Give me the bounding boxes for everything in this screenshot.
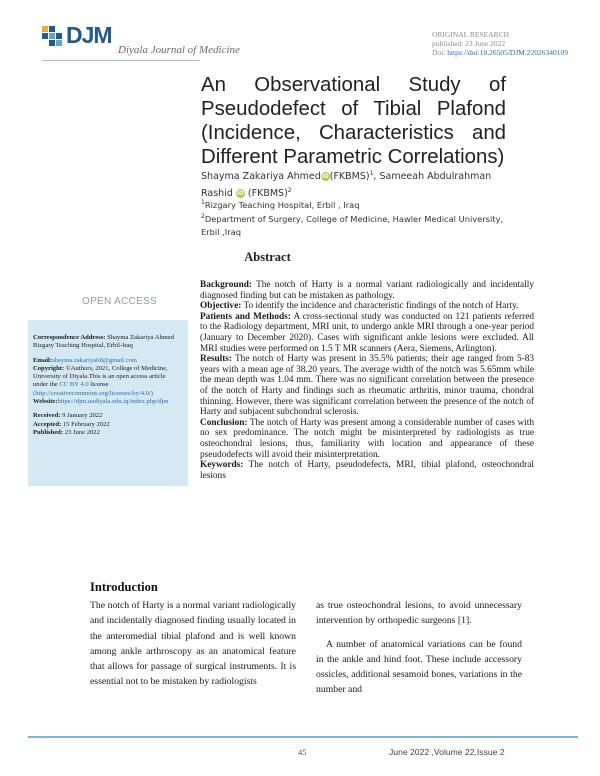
author-affil-sup: 2 — [287, 187, 292, 195]
title-line: Pseudodefect of Tibial Plafond — [201, 98, 506, 120]
email-label: Email: — [33, 356, 53, 364]
abstract-keywords — [200, 460, 534, 481]
orcid-icon[interactable]: iD — [321, 173, 329, 181]
objective-label: Objective: — [200, 301, 242, 312]
footer-divider — [28, 736, 578, 738]
doi-label: Doi: — [432, 48, 448, 57]
published-value: 23 June 2022 — [63, 428, 100, 436]
background-text: The notch of Harty is a normal variant radiologically and incidentally diagnosed finding but can be mistaken as pathology. — [200, 280, 534, 301]
copyright — [33, 365, 182, 390]
abstract-conclusion — [200, 418, 534, 460]
journal-name: Diyala Journal of Medicine — [118, 44, 240, 56]
intro-paragraph: as true osteochondral lesions, to avoid unnecessary intervention by orthopedic surgeons [1]. — [316, 600, 522, 627]
received-date — [33, 412, 182, 420]
section-heading-introduction: Introduction — [90, 580, 158, 594]
published-label: Published: — [33, 428, 64, 436]
article-info-box — [28, 320, 188, 486]
received-value: 9 January 2022 — [60, 412, 103, 420]
affiliation-sup: 2 — [201, 213, 205, 220]
affiliation-text: Department of Surgery, College of Medicine, Hawler Medical University, Erbil ,Iraq — [201, 213, 504, 237]
page-number: 45 — [298, 747, 307, 757]
title-line: An Observational Study of — [201, 74, 506, 96]
issue-info: June 2022 ,Volume 22,Issue 2 — [389, 747, 505, 757]
results-text: The notch of Harty was present in 35.5% patients; their age ranged from 5-83 years with a mean age of 38.20 years. The average width of the notch was 5.65mm while the mean depth was 1.04 mm. There was no significant correlation between the presence of the notch of Harty and findings such as rheumatic arthritis, minor trauma, chondral thinning. However, there was significant correlation between the presence of the notch of Harty and subjacent subchondral sclerosis. — [200, 354, 534, 418]
body-column-right — [316, 598, 522, 698]
affiliation-text: Rizgary Teaching Hospital, Erbil , Iraq — [204, 199, 360, 210]
email-link[interactable]: shayma.zakariya68@gmail.com — [52, 356, 137, 364]
methods-label: Patients and Methods: — [200, 311, 291, 322]
header-divider — [42, 60, 200, 61]
orcid-icon[interactable]: iD — [236, 190, 244, 198]
open-access-label: OPEN ACCESS — [82, 296, 157, 307]
objective-text: To identify the incidence and characteristic findings of the notch of Harty. — [241, 301, 519, 312]
doi — [432, 48, 568, 58]
article-title — [201, 73, 506, 169]
author-degree: (FKBMS) — [247, 188, 288, 200]
doi-link[interactable]: https://doi:10.26505/DJM.22026340109 — [447, 48, 569, 57]
abstract-objective — [200, 301, 534, 312]
published-date-sidebar — [33, 429, 182, 437]
correspondence — [33, 334, 182, 342]
abstract-results — [200, 354, 534, 418]
author-degree: (FKBMS) — [329, 171, 370, 183]
accepted-value: 15 February 2022 — [61, 420, 110, 428]
title-line: Different Parametric Correlations) — [201, 146, 505, 168]
abstract-methods — [200, 312, 534, 354]
copyright-text: ©Authors, 2021, College of Medicine, University of Diyala.This is an open access article under the — [33, 364, 168, 389]
received-label: Received: — [33, 412, 61, 420]
keywords-text: The notch of Harty, pseudodefects, MRI, tibial plafond, osteochondral lesions — [200, 460, 534, 481]
correspondence-place: Rizgary Teaching Hospital, Erbil-Iraq — [33, 342, 133, 350]
abstract-background — [200, 280, 534, 301]
conclusion-label: Conclusion: — [200, 417, 248, 428]
article-type: ORIGINAL RESEARCH — [432, 30, 510, 39]
journal-logo-text: DJM — [66, 22, 112, 48]
website — [33, 398, 182, 406]
license-link[interactable]: CC BY 4.0 — [59, 381, 89, 389]
background-label: Background: — [200, 280, 253, 290]
author-affil-sup: 1 — [369, 170, 374, 177]
author-separator: , — [373, 171, 380, 183]
email — [33, 357, 182, 365]
methods-text: A cross-sectional study was conducted on 121 patients referred to the Radiology department, MRI unit, to undergo ankle MRI through a one-year period (January to December 2020). Cases with significant ankle lesions were excluded. All MRI studies were performed on 1.5 T MR scanners (Aera, Siemens, Arlington). — [200, 311, 534, 354]
title-line: (Incidence, Characteristics and — [201, 122, 506, 144]
affiliation — [201, 210, 506, 239]
license-url-link[interactable]: (http://creativecommons.org/licenses/by/4.0/) — [33, 389, 154, 397]
abstract-body — [200, 280, 534, 481]
website-link[interactable]: https://djm.uodiyala.edu.iq/index.php/djm — [57, 398, 169, 406]
affiliation-sup: 1 — [201, 199, 205, 206]
intro-paragraph: A number of anatomical variations can be found in the ankle and hind foot. These include accessory ossicles, additional sesamoid bones, variations in the number and — [316, 638, 522, 696]
intro-paragraph: The notch of Harty is a normal variant radiologically and incidentally diagnosed finding usually located in the anteromedial tibial plafond and is well known among ankle arthroscopy as an anatomical feature that allows for passage of surgical instruments. It is essential not to be mistaken by radiologists — [90, 600, 296, 688]
journal-logo-icon — [42, 26, 64, 48]
license-url — [33, 390, 182, 398]
conclusion-text: The notch of Harty was present among a considerable number of cases with no sex predominance. The notch might be misinterpreted by radiologists as true osteochondral lesions, thus, familiarity with location and appearance of these pseudodefects will avoid their misinterpretation. — [200, 417, 534, 460]
accepted-label: Accepted: — [33, 420, 62, 428]
copyright-label: Copyright: — [33, 364, 65, 372]
correspondence-name: Shayma Zakariya Ahmed — [105, 334, 175, 341]
accepted-date — [33, 421, 182, 429]
author-name: Sameeah Abdulrahman Rashid — [201, 171, 492, 200]
abstract-heading: Abstract — [244, 250, 291, 264]
license-after: license — [88, 381, 109, 389]
keywords-label: Keywords: — [200, 460, 244, 471]
correspondence-label: Correspondence Address: — [33, 334, 106, 341]
published-date: published: 23 June 2022 — [432, 39, 506, 48]
website-label: Website: — [33, 398, 58, 406]
author-name: Shayma Zakariya Ahmed — [201, 171, 321, 183]
body-column-left — [90, 598, 296, 690]
results-label: Results: — [200, 354, 233, 365]
